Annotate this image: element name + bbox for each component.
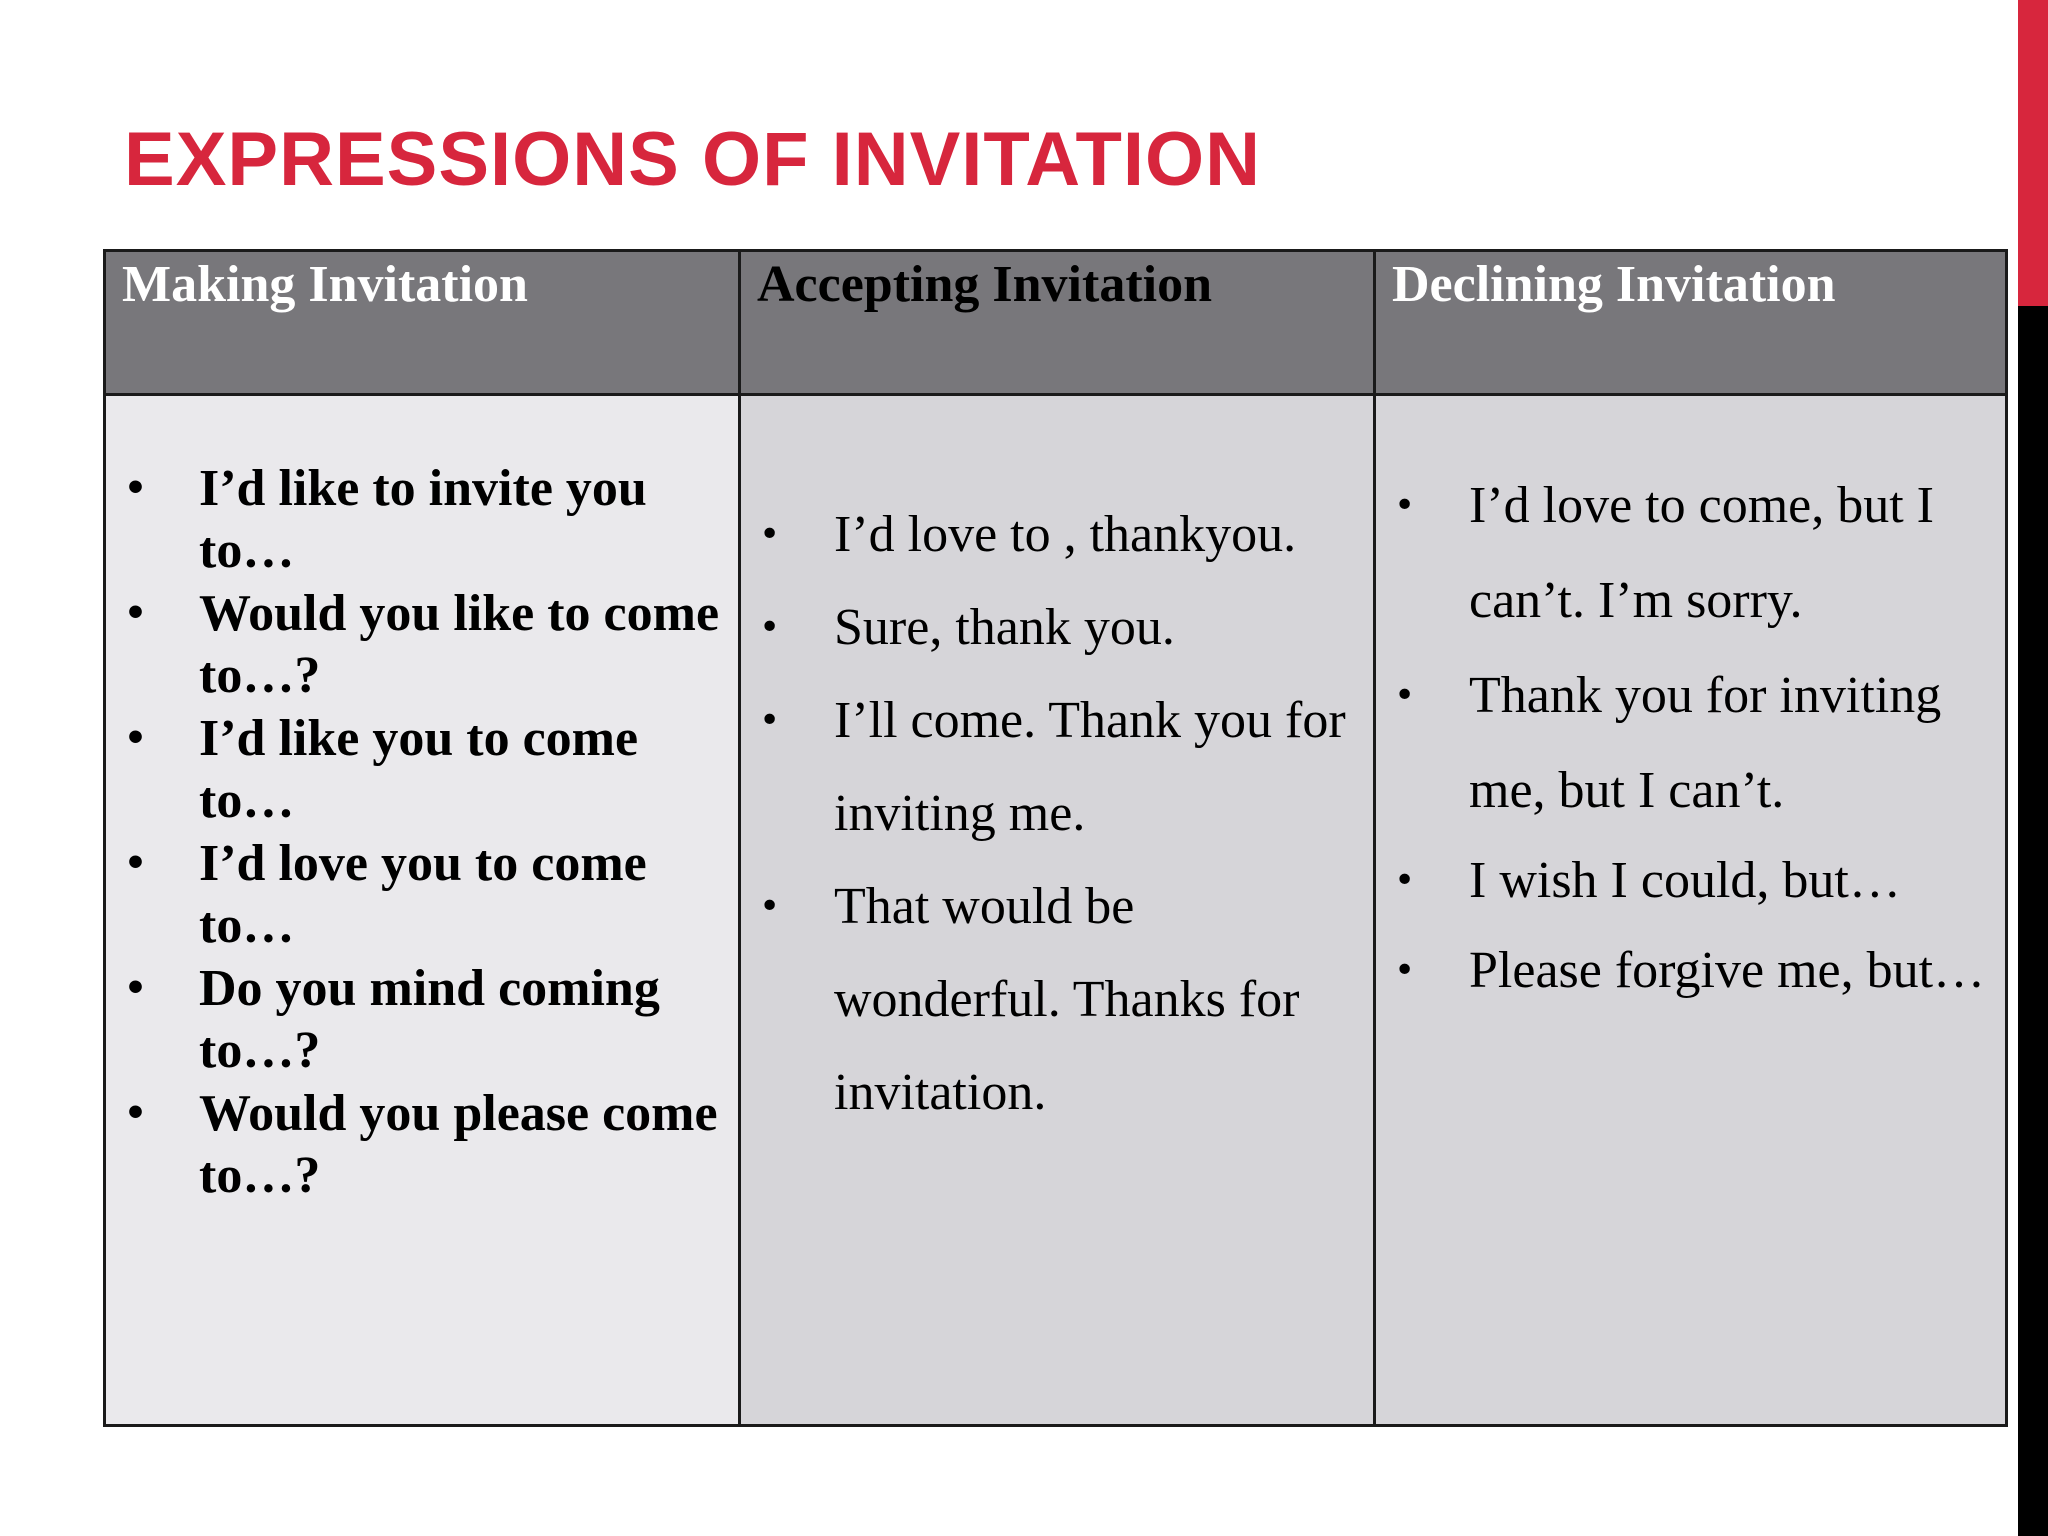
list-item: • Please forgive me, but… (1376, 923, 1995, 1018)
bullet-icon: • (759, 607, 781, 648)
list-item: • Thank you for inviting me, but I can’t. (1376, 648, 1995, 838)
bullet-icon: • (759, 514, 781, 555)
bullet-icon: • (759, 886, 781, 927)
bullet-icon: • (124, 718, 148, 759)
bullet-icon: • (124, 468, 148, 509)
bullet-icon: • (759, 700, 781, 741)
invitation-table (103, 249, 2008, 1427)
slide-title: EXPRESSIONS OF INVITATION (124, 117, 1261, 202)
header-making: Making Invitation (106, 252, 741, 396)
accent-bar-red (2018, 0, 2048, 306)
accent-bar-black (2018, 306, 2048, 1536)
bullet-icon: • (124, 1093, 148, 1134)
list-item: • I’d love you to come to… (124, 835, 647, 954)
list-item: • I’ll come. Thank you for inviting me. (741, 674, 1363, 860)
bullet-icon: • (1394, 950, 1416, 991)
list-item: • Would you like to come to…? (124, 585, 720, 704)
list-item: • That would be wonderful. Thanks for invitation. (741, 860, 1363, 1139)
list-item: • I wish I could, but… (1376, 838, 1995, 923)
header-accepting: Accepting Invitation (741, 252, 1376, 396)
list-item: • Do you mind coming to…? (124, 960, 660, 1079)
bullet-icon: • (1394, 485, 1416, 526)
declining-list (1376, 396, 2005, 1018)
bullet-icon: • (124, 968, 148, 1009)
list-item: • Would you please come to…? (124, 1085, 718, 1204)
list-item: • I’d love to come, but I can’t. I’m sorry. (1376, 458, 1995, 648)
bullet-icon: • (124, 843, 148, 884)
making-list (106, 396, 738, 1207)
column-declining (1376, 396, 2005, 1424)
accepting-list (741, 396, 1373, 1139)
header-declining: Declining Invitation (1376, 252, 2005, 396)
bullet-icon: • (1394, 860, 1416, 901)
bullet-icon: • (1394, 675, 1416, 716)
list-item: • I’d love to , thankyou. (741, 488, 1363, 581)
column-accepting (741, 396, 1376, 1424)
column-making (106, 396, 741, 1424)
list-item: • I’d like to invite you to… (124, 460, 647, 579)
list-item: • I’d like you to come to… (124, 710, 639, 829)
bullet-icon: • (124, 593, 148, 634)
list-item: • Sure, thank you. (741, 581, 1363, 674)
